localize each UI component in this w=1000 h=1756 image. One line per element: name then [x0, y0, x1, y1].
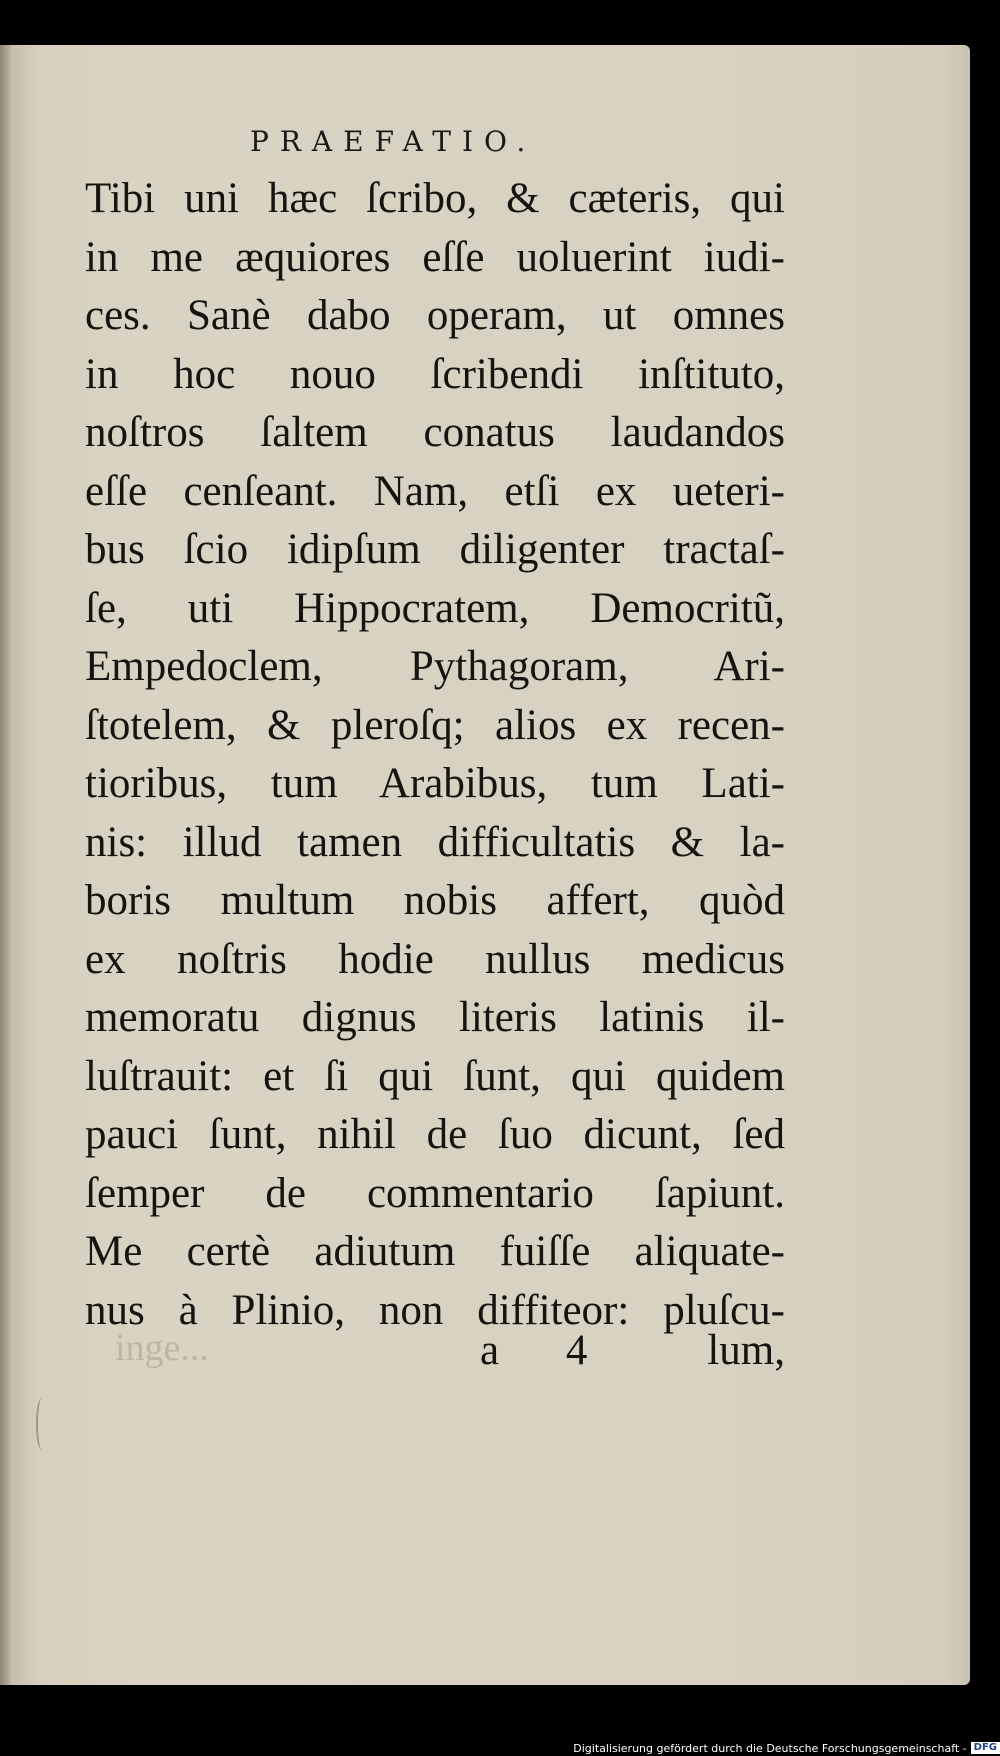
text-line: eſſe cenſeant. Nam, etſi ex ueteri-: [85, 467, 785, 515]
text-line: memoratu dignus literis latinis il-: [85, 994, 785, 1041]
spine-shadow: [0, 45, 12, 1685]
digitization-footer: [567, 1740, 1000, 1756]
text-line: noſtros ſaltem conatus laudandos: [85, 409, 785, 456]
text-line: Me certè adiutum fuiſſe aliquate-: [85, 1228, 785, 1275]
text-line: nus à Plinio, non diffiteor: pluſcu-: [85, 1286, 785, 1334]
text-line: boris multum nobis affert, quòd: [85, 877, 785, 924]
signature-mark: a 4: [480, 1327, 616, 1374]
text-line: pauci ſunt, nihil de ſuo dicunt, ſed: [85, 1111, 785, 1158]
text-line: nis: illud tamen difficultatis & la-: [85, 818, 785, 866]
text-line: in me æquiores eſſe uoluerint iudi-: [85, 233, 785, 281]
body-text: [85, 170, 785, 1340]
running-head: PRAEFATIO.: [250, 125, 537, 158]
margin-mark: [36, 1398, 48, 1450]
catchword: lum,: [707, 1327, 785, 1374]
text-line: luſtrauit: et ſi qui ſunt, qui quidem: [85, 1052, 785, 1100]
text-line: in hoc nouo ſcribendi inſtituto,: [85, 350, 785, 398]
dfg-logo-icon: DFG: [971, 1742, 1000, 1754]
text-line: bus ſcio idipſum diligenter tractaſ-: [85, 526, 785, 573]
text-line: ex noſtris hodie nullus medicus: [85, 935, 785, 983]
text-line: ces. Sanè dabo operam, ut omnes: [85, 292, 785, 339]
text-line: ſemper de commentario ſapiunt.: [85, 1169, 785, 1217]
catchline: [85, 1326, 785, 1386]
footer-credit: Digitalisierung gefördert durch die Deutsche Forschungsgemeinschaft -: [573, 1741, 967, 1755]
text-line: tioribus, tum Arabibus, tum Lati-: [85, 760, 785, 807]
faint-bleedthrough-word: inge...: [115, 1327, 209, 1369]
text-line: ſtotelem, & pleroſq; alios ex recen-: [85, 701, 785, 749]
text-line: ſe, uti Hippocratem, Democritũ,: [85, 584, 785, 632]
text-line: Empedoclem, Pythagoram, Ari-: [85, 643, 785, 690]
text-line: Tibi uni hæc ſcribo, & cæteris, qui: [85, 175, 785, 222]
